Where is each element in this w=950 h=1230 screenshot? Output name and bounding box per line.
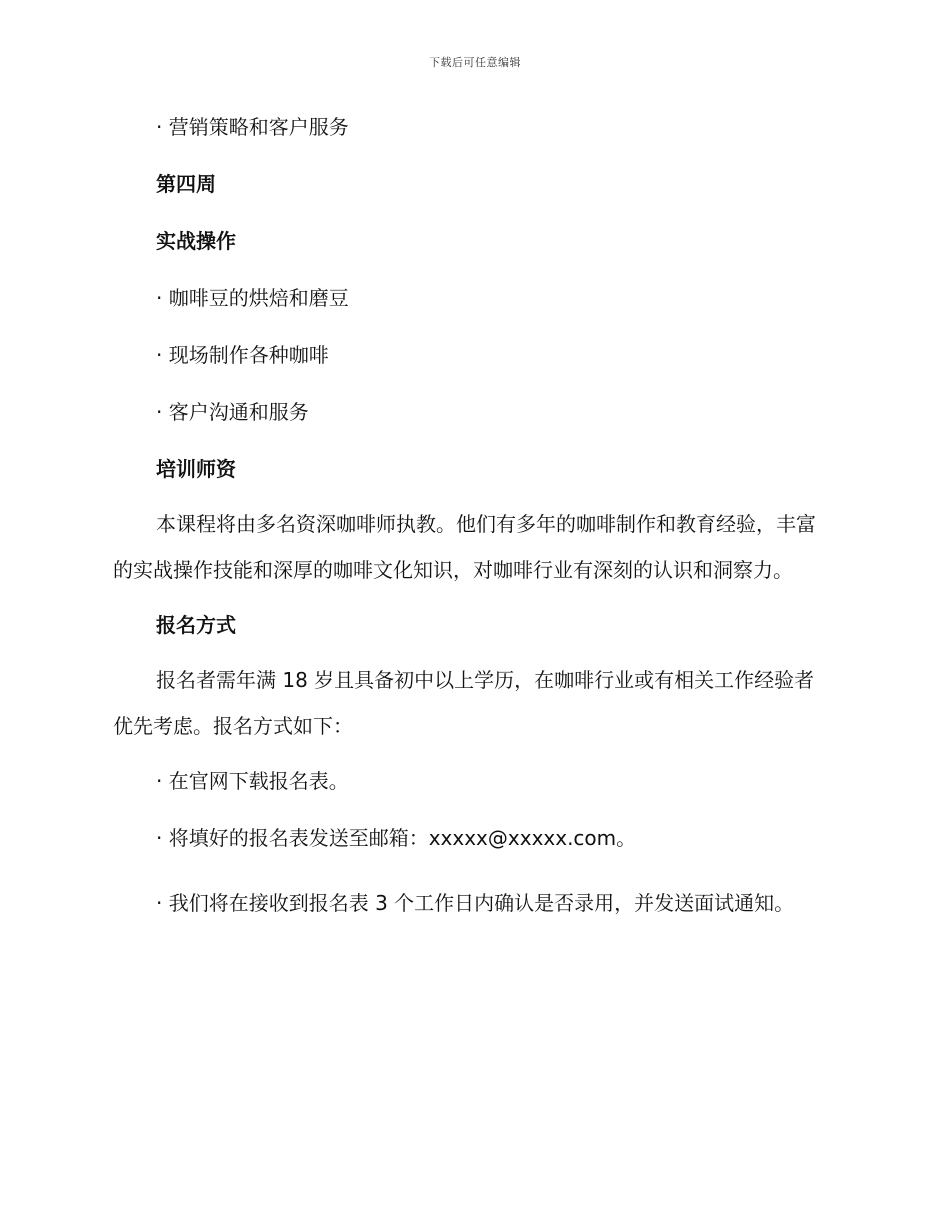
- list-item: · 客户沟通和服务: [156, 400, 309, 424]
- list-item: · 现场制作各种咖啡: [156, 343, 329, 367]
- list-item: · 将填好的报名表发送至邮箱：xxxxx@xxxxx.com。: [156, 826, 637, 850]
- signup-heading: 报名方式: [156, 613, 236, 637]
- trainers-paragraph: 本课程将由多名资深咖啡师执教。他们有多年的咖啡制作和教育经验，丰富的实战操作技能和深厚的咖啡文化知识，对咖啡行业有深刻的认识和洞察力。: [113, 512, 816, 582]
- practice-heading: 实战操作: [156, 229, 236, 253]
- list-item: · 咖啡豆的烘焙和磨豆: [156, 286, 349, 310]
- trainers-heading: 培训师资: [156, 457, 236, 481]
- document-content: [113, 112, 833, 926]
- header-note: 下载后可任意编辑: [429, 56, 521, 69]
- list-item: · 在官网下载报名表。: [156, 769, 349, 793]
- week4-heading: 第四周: [156, 172, 216, 196]
- list-item: · 我们将在接收到报名表 3 个工作日内确认是否录用，并发送面试通知。: [156, 891, 795, 915]
- signup-paragraph: 报名者需年满 18 岁且具备初中以上学历，在咖啡行业或有相关工作经验者优先考虑。报名方式如下：: [113, 668, 815, 738]
- list-item: · 营销策略和客户服务: [156, 115, 349, 139]
